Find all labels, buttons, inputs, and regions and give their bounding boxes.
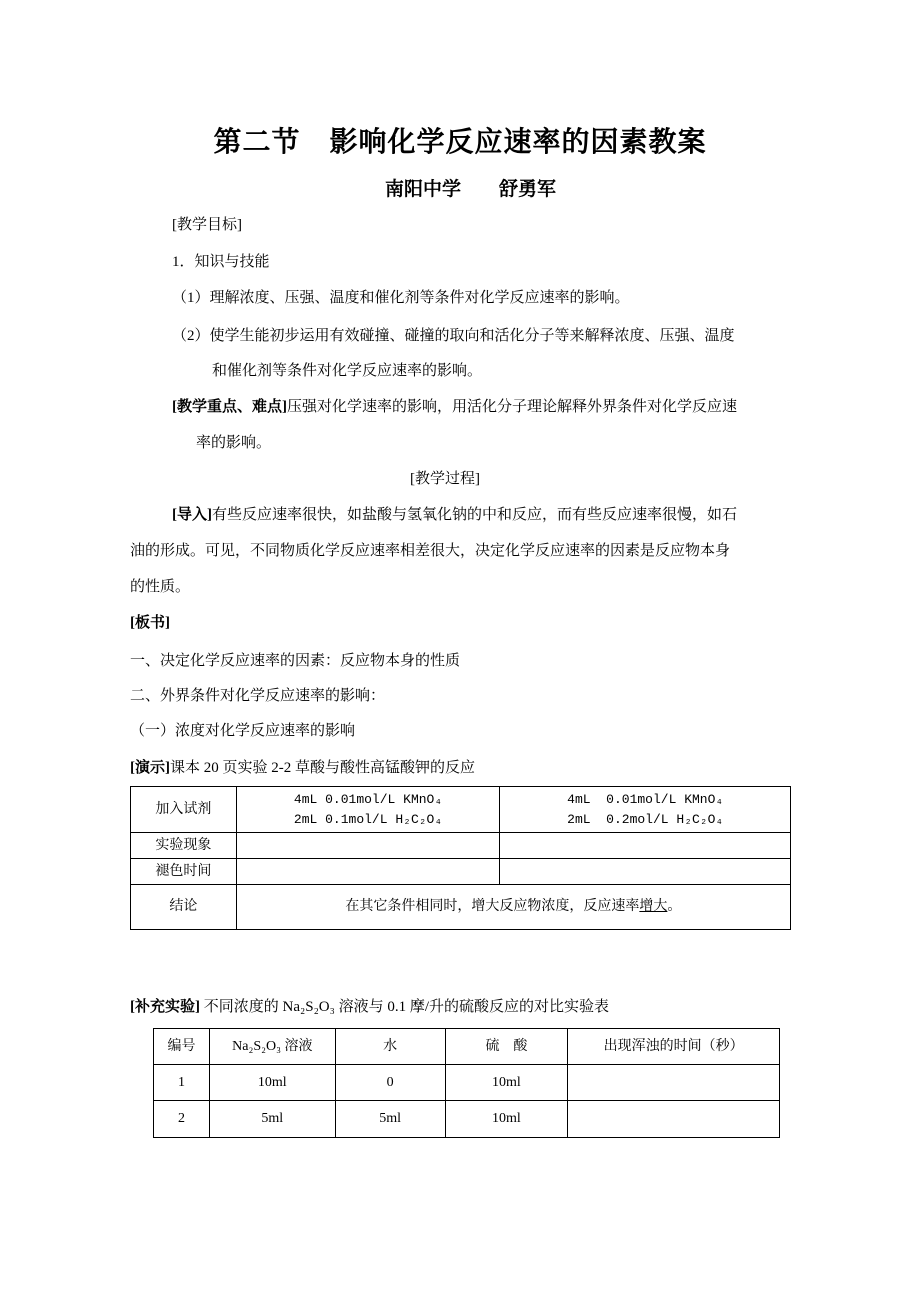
demo-line (130, 758, 475, 778)
table-row (154, 1101, 780, 1138)
empty-cell (236, 859, 500, 885)
cell: 0 (335, 1065, 445, 1101)
author-line: 南阳中学 舒勇军 (385, 179, 557, 200)
cell (568, 1101, 780, 1138)
demo-text: 课本 20 页实验 2-2 草酸与酸性高锰酸钾的反应 (170, 760, 475, 776)
conclusion-cell: 在其它条件相同时，增大反应物浓度，反应速率增大。 (236, 885, 790, 930)
intro-text: 有些反应速率很快，如盐酸与氢氧化钠的中和反应，而有些反应速率很慢，如石 (212, 507, 738, 523)
supp-table (153, 1028, 780, 1138)
header-cell: 水 (335, 1029, 445, 1065)
knowledge-heading: 1．知识与技能 (172, 254, 270, 270)
cell: 1 (154, 1065, 210, 1101)
header-cell: 硫 酸 (445, 1029, 568, 1065)
keypoints-line1 (172, 397, 737, 417)
keypoints-label: [教学重点、难点] (172, 399, 287, 415)
intro-line1 (172, 505, 737, 525)
supp-line (130, 997, 609, 1017)
objective-1: （1）理解浓度、压强、温度和催化剂等条件对化学反应速率的影响。 (172, 290, 630, 306)
supp-label: [补充实验] (130, 999, 200, 1015)
cell: 10ml (445, 1065, 568, 1101)
board-label: [板书] (130, 615, 170, 631)
keypoints-text: 压强对化学速率的影响，用活化分子理论解释外界条件对化学反应速 (287, 399, 738, 415)
empty-cell (500, 859, 791, 885)
objectives-heading: [教学目标] (172, 217, 242, 233)
demo-label: [演示] (130, 760, 170, 776)
cell: 10ml (445, 1101, 568, 1138)
cell: 10ml (209, 1065, 335, 1101)
keypoints-line2: 率的影响。 (196, 435, 272, 451)
table-row (154, 1065, 780, 1101)
board-item-2: 二、外界条件对化学反应速率的影响： (130, 688, 386, 704)
intro-line2: 油的形成。可见，不同物质化学反应速率相差很大，决定化学反应速率的因素是反应物本身 (130, 543, 731, 559)
empty-cell (236, 833, 500, 859)
page-title: 第二节 影响化学反应速率的因素教案 (213, 127, 707, 158)
supp-text: 不同浓度的 Na₂S₂O₃ 溶液与 0.1 摩/升的硫酸反应的对比实验表 (200, 999, 610, 1015)
objective-2-line2: 和催化剂等条件对化学反应速率的影响。 (212, 363, 483, 379)
reagent-cell-b: 4mL 0.01mol/L KMnO₄ 2mL 0.2mol/L H₂C₂O₄ (500, 787, 791, 833)
cell: 5ml (335, 1101, 445, 1138)
board-item-3: （一）浓度对化学反应速率的影响 (130, 723, 356, 739)
row-label: 实验现象 (131, 833, 237, 859)
intro-line3: 的性质。 (130, 579, 191, 595)
cell: 5ml (209, 1101, 335, 1138)
empty-cell (500, 833, 791, 859)
intro-label: [导入] (172, 507, 212, 523)
process-heading: [教学过程] (410, 471, 480, 487)
demo-table (130, 786, 791, 930)
board-item-1: 一、决定化学反应速率的因素：反应物本身的性质 (130, 653, 461, 669)
row-label: 褪色时间 (131, 859, 237, 885)
cell (568, 1065, 780, 1101)
header-cell: Na₂S₂O₃ 溶液 (209, 1029, 335, 1065)
reagent-cell-a: 4mL 0.01mol/L KMnO₄ 2mL 0.1mol/L H₂C₂O₄ (236, 787, 500, 833)
header-cell: 编号 (154, 1029, 210, 1065)
header-cell: 出现浑浊的时间（秒） (568, 1029, 780, 1065)
objective-2-line1: （2）使学生能初步运用有效碰撞、碰撞的取向和活化分子等来解释浓度、压强、温度 (172, 328, 735, 344)
row-label: 结论 (131, 885, 237, 930)
cell: 2 (154, 1101, 210, 1138)
row-label: 加入试剂 (131, 787, 237, 833)
